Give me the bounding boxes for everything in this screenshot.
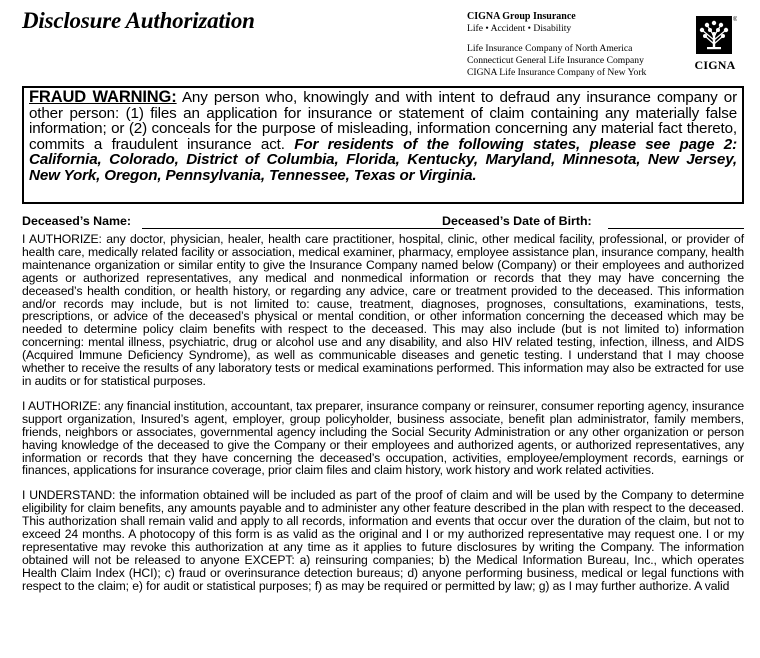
page-title: Disclosure Authorization <box>22 8 255 33</box>
authorize-medical-paragraph: I AUTHORIZE: any doctor, physician, healer, health care practitioner, hospital, clinic, other medical facility, professional, or provider of health care, medically related facility or association, medical examiner, pharmacy, employee assistance plan, insurance company, health maintenance organization or similar entity to give the Insurance Company named below (Company) or their employees and authorized agents or authorized representatives, any medical and nonmedical information or records that they may have concerning the deceased’s health condition, or health history, or regarding any advice, care or treatment provided to the deceased. This information and/or records may include, but is not limited to: cause, treatment, diagnoses, prognoses, consultations, examinations, tests, prescriptions, or advice of the deceased’s physical or mental condition, or other information concerning the deceased which may be needed to determine policy claim benefits with respect to the deceased. This may also include (but is not limited to) information concerning: mental illness, psychiatric, drug or alcohol use and any disability, and also HIV related testing, infection, illness, and AIDS (Acquired Immune Deficiency Syndrome), as well as communicable diseases and genetic testing. I understand that I may choose whether to receive the results of any laboratory tests or medical examinations performed. This information may also be extracted for use in audits or for statistical purposes. <box>22 232 744 388</box>
fraud-warning-box <box>22 86 744 204</box>
cigna-logo <box>690 14 740 72</box>
understand-paragraph: I UNDERSTAND: the information obtained will be included as part of the proof of claim and will be used by the Company to determine eligibility for claim benefits, any amounts payable and to administer any other feature described in the plan with respect to the deceased. This authorization shall remain valid and apply to all records, information and events that occur over the duration of the claim, but not to exceed 24 months. A photocopy of this form is as valid as the original and I or my authorized representative may request one. I or my representative may revoke this authorization at any time as it applies to future disclosures by writing the Company. The information obtained will not be released to anyone EXCEPT: a) reinsuring companies; b) the Medical Information Bureau, Inc., which operates Health Claim Index (HCI); c) fraud or overinsurance detection bureaus; d) anyone performing business, medical or legal functions with respect to the claim; e) for audit or statistical purposes; f) as may be required or permitted by law; g) as I may further authorize. A valid <box>22 488 744 593</box>
deceased-name-field[interactable] <box>142 228 454 229</box>
company-name: Connecticut General Life Insurance Company <box>467 55 644 67</box>
company-name: CIGNA Life Insurance Company of New York <box>467 66 647 78</box>
authorize-financial-paragraph: I AUTHORIZE: any financial institution, accountant, tax preparer, insurance company or reinsurer, consumer reporting agency, insurance support organization, Insured’s agent, employer, group policyholder, business associate, benefit plan administrator, family members, friends, neighbors or associates, governmental agency including the Social Security Administration or any other organization or person having knowledge of the deceased to give the Company or their employees and authorized agents, or authorized representatives, any information or records that they have concerning the deceased’s occupation, activities, employee/employment records, earnings or finances, applications for insurance coverage, prior claim files and claim history, work history and work related activities. <box>22 398 744 478</box>
logo-wordmark: CIGNA <box>694 58 736 72</box>
company-info <box>467 11 692 79</box>
deceased-name-label: Deceased’s Name: <box>22 214 132 228</box>
lines-of-business: Life • Accident • Disability <box>467 22 572 34</box>
fraud-warning-states: For residents of the following states, please see page 2: California, Colorado, District of Columbia, Florida, Kentucky, Maryland, Minnesota, New Jersey, New York, Oregon, Pennsylvania, Tennessee, Texas or Virginia. <box>29 135 737 184</box>
registered-mark: ® <box>733 17 737 23</box>
deceased-dob-field[interactable] <box>608 228 744 229</box>
authorization-body <box>22 233 744 605</box>
deceased-dob-label: Deceased’s Date of Birth: <box>442 214 592 228</box>
deceased-fields <box>22 214 744 232</box>
tree-logo-icon <box>693 14 737 56</box>
fraud-warning-heading: FRAUD WARNING: <box>29 88 177 106</box>
company-group: CIGNA Group Insurance <box>467 11 576 22</box>
fraud-warning-text: Any person who, knowingly and with intent to defraud any insurance company or other person: (1) files an application for insurance or statement of claim containing any materially false information; or (2) conceals for the purpose of misleading, information concerning any material fact thereto, commits a fraudulent insurance act. <box>29 89 738 153</box>
company-name: Life Insurance Company of North America <box>467 43 633 55</box>
